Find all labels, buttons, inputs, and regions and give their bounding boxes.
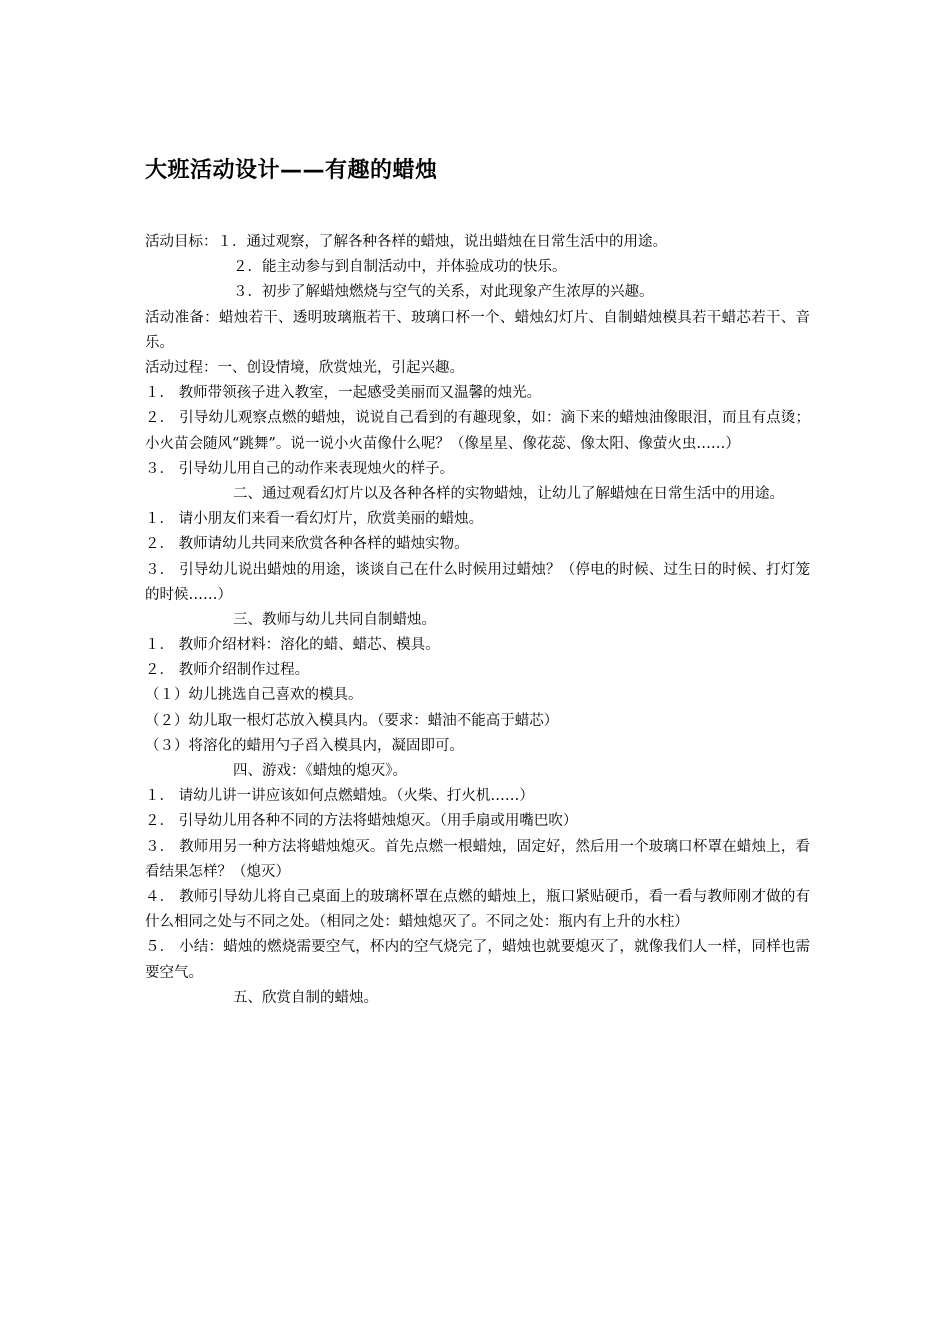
step-1-2: ２． 引导幼儿观察点燃的蜡烛，说说自己看到的有趣现象，如：滴下来的蜡烛油像眼泪，而且有点烫；小火苗会随风“跳舞”。说一说小火苗像什么呢？（像星星、像花蕊、像太阳、像萤火虫……） [145,410,810,452]
goal-line-3: ３．初步了解蜡烛燃烧与空气的关系，对此现象产生浓厚的兴趣。 [233,284,654,301]
section-4-heading: 四、游戏：《蜡烛的熄灭》。 [233,763,407,780]
step-2-3: ３． 引导幼儿说出蜡烛的用途，谈谈自己在什么时候用过蜡烛？（停电的时候、过生日的时候、打灯笼的时候……） [145,561,810,603]
step-3-1: １． 教师介绍材料：溶化的蜡、蜡芯、模具。 [145,637,440,654]
substep-2: （２）幼儿取一根灯芯放入模具内。（要求：蜡油不能高于蜡芯） [145,712,559,729]
process-heading: 活动过程：一、创设情境，欣赏烛光，引起兴趣。 [145,359,464,376]
document-title: 大班活动设计——有趣的蜡烛 [145,158,438,183]
goal-line-2: ２．能主动参与到自制活动中，并体验成功的快乐。 [233,259,567,276]
substep-1: （１）幼儿挑选自己喜欢的模具。 [145,687,363,704]
preparation-paragraph: 活动准备：蜡烛若干、透明玻璃瓶若干、玻璃口杯一个、蜡烛幻灯片、自制蜡烛模具若干蜡芯若干、音乐。 [145,309,810,351]
step-4-1: １． 请幼儿讲一讲应该如何点燃蜡烛。（火柴、打火机……） [145,788,534,805]
section-2-heading: 二、通过观看幻灯片以及各种各样的实物蜡烛，让幼儿了解蜡烛在日常生活中的用途。 [233,485,784,502]
step-2-2: ２． 教师请幼儿共同来欣赏各种各样的蜡烛实物。 [145,536,469,553]
step-4-5: ５． 小结：蜡烛的燃烧需要空气，杯内的空气烧完了，蜡烛也就要熄灭了，就像我们人一样，同样也需要空气。 [145,939,810,981]
step-4-2: ２． 引导幼儿用各种不同的方法将蜡烛熄灭。（用手扇或用嘴巴吹） [145,813,578,830]
goal-line-1: 活动目标：１．通过观察，了解各种各样的蜡烛，说出蜡烛在日常生活中的用途。 [145,234,667,250]
step-1-1: １． 教师带领孩子进入教室，一起感受美丽而又温馨的烛光。 [145,385,542,402]
substep-3: （３）将溶化的蜡用勺子舀入模具内，凝固即可。 [145,737,464,754]
step-4-3: ３． 教师用另一种方法将蜡烛熄灭。首先点燃一根蜡烛，固定好，然后用一个玻璃口杯罩在蜡烛上，看看结果怎样？（熄灭） [145,838,810,880]
section-3-heading: 三、教师与幼儿共同自制蜡烛。 [233,611,436,628]
step-2-1: １． 请小朋友们来看一看幻灯片，欣赏美丽的蜡烛。 [145,511,484,528]
document-body [145,230,810,1011]
step-3-2: ２． 教师介绍制作过程。 [145,662,310,679]
step-4-4: ４． 教师引导幼儿将自己桌面上的玻璃杯罩在点燃的蜡烛上，瓶口紧贴硬币，看一看与教师刚才做的有什么相同之处与不同之处。（相同之处：蜡烛熄灭了。不同之处：瓶内有上升的水柱） [145,889,810,931]
step-1-3: ３． 引导幼儿用自己的动作来表现烛火的样子。 [145,460,455,477]
section-5-heading: 五、欣赏自制的蜡烛。 [233,989,378,1006]
